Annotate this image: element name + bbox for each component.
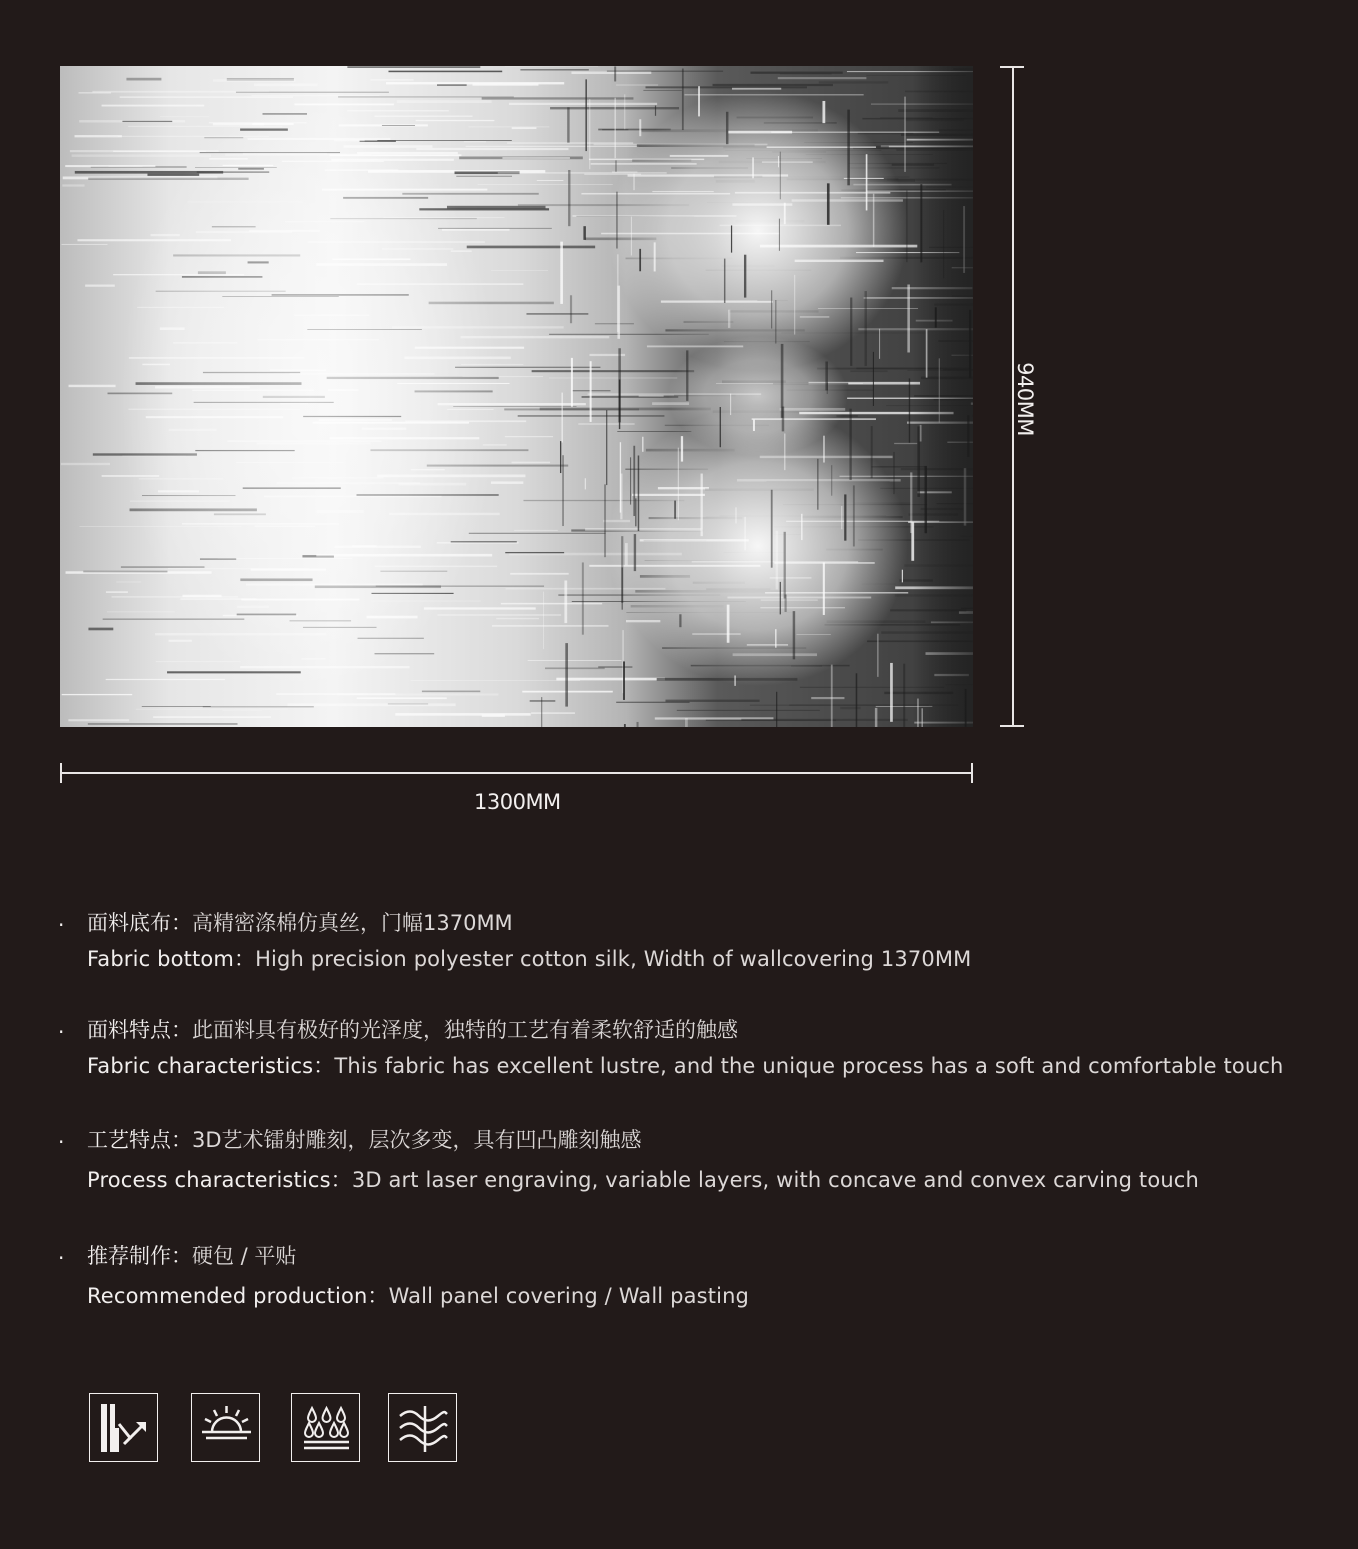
- pattern-streak: [643, 90, 681, 91]
- pattern-streak: [252, 95, 380, 96]
- pattern-vertical-stroke: [731, 225, 732, 252]
- pattern-streak: [478, 184, 613, 185]
- pattern-vertical-stroke: [633, 446, 635, 516]
- pattern-vertical-stroke: [625, 543, 628, 565]
- pattern-vertical-stroke: [776, 692, 777, 727]
- pattern-streak: [512, 462, 550, 464]
- pattern-streak: [61, 244, 107, 245]
- pattern-streak: [713, 84, 833, 86]
- spec-en-value: High precision polyester cotton silk, Width of wallcovering 1370MM: [255, 947, 972, 971]
- pattern-vertical-stroke: [907, 285, 910, 353]
- pattern-vertical-stroke: [642, 437, 643, 452]
- pattern-vertical-stroke: [686, 350, 688, 401]
- pattern-vertical-stroke: [635, 498, 636, 526]
- pattern-vertical-stroke: [568, 170, 570, 226]
- pattern-vertical-stroke: [873, 352, 874, 406]
- pattern-streak: [850, 370, 887, 372]
- pattern-vertical-stroke: [619, 380, 620, 430]
- pattern-vertical-stroke: [728, 310, 730, 328]
- pattern-streak: [153, 716, 271, 718]
- pattern-streak: [665, 700, 759, 702]
- bullet-dot: ·: [58, 1246, 65, 1270]
- spec-en-line: [87, 1278, 1348, 1314]
- pattern-streak: [492, 625, 609, 627]
- pattern-streak: [61, 463, 110, 465]
- pattern-vertical-stroke: [817, 459, 819, 510]
- pattern-vertical-stroke: [590, 361, 592, 422]
- pattern-streak: [88, 723, 238, 725]
- pattern-vertical-stroke: [564, 580, 567, 623]
- pattern-vertical-stroke: [784, 594, 786, 612]
- pattern-vertical-stroke: [793, 611, 795, 659]
- pattern-streak: [549, 378, 677, 379]
- pattern-streak: [416, 120, 495, 121]
- pattern-vertical-stroke: [638, 456, 640, 531]
- pattern-streak: [595, 323, 634, 324]
- spec-cn-value: 此面料具有极好的光泽度，独特的工艺有着柔软舒适的触感: [192, 1018, 738, 1042]
- pattern-vertical-stroke: [744, 255, 746, 298]
- pattern-streak: [288, 703, 456, 706]
- pattern-vertical-stroke: [775, 300, 776, 343]
- pattern-vertical-stroke: [604, 484, 606, 557]
- pattern-vertical-stroke: [822, 101, 825, 123]
- pattern-streak: [122, 121, 172, 122]
- spec-en-label: Process characteristics：: [87, 1168, 352, 1192]
- pattern-vertical-stroke: [570, 295, 572, 323]
- breathable-icon: [388, 1393, 457, 1462]
- pattern-vertical-stroke: [624, 724, 626, 727]
- pattern-vertical-stroke: [780, 152, 781, 200]
- pattern-streak: [512, 127, 537, 129]
- pattern-streak: [102, 105, 205, 107]
- pattern-vertical-stroke: [890, 663, 893, 722]
- pattern-streak: [514, 530, 558, 531]
- pattern-vertical-stroke: [655, 106, 656, 116]
- pattern-streak: [395, 713, 530, 716]
- pattern-vertical-stroke: [701, 474, 703, 537]
- pattern-vertical-stroke: [910, 472, 912, 533]
- pattern-streak: [126, 78, 161, 81]
- height-dimension-tick-bottom: [1000, 725, 1024, 727]
- pattern-streak: [464, 141, 486, 142]
- spec-cn-label: 推荐制作：: [87, 1244, 192, 1268]
- pattern-streak: [422, 691, 480, 693]
- pattern-vertical-stroke: [637, 722, 639, 727]
- pattern-vertical-stroke: [720, 407, 721, 447]
- pattern-vertical-stroke: [801, 514, 803, 540]
- pattern-vertical-stroke: [853, 485, 855, 546]
- pattern-streak: [468, 126, 549, 127]
- width-dimension-line: [60, 772, 973, 774]
- pattern-streak: [236, 92, 389, 93]
- pattern-streak: [778, 77, 867, 79]
- pattern-streak: [496, 618, 539, 619]
- pattern-vertical-stroke: [753, 419, 755, 431]
- pattern-vertical-stroke: [871, 426, 873, 478]
- pattern-vertical-stroke: [784, 434, 786, 471]
- spec-cn-line: [87, 905, 1348, 941]
- pattern-vertical-stroke: [567, 107, 569, 142]
- pattern-vertical-stroke: [585, 478, 586, 489]
- pattern-vertical-stroke: [831, 465, 832, 496]
- pattern-vertical-stroke: [841, 506, 842, 529]
- height-dimension-tick-top: [1000, 66, 1024, 68]
- pattern-streak: [203, 706, 314, 707]
- pattern-vertical-stroke: [634, 534, 636, 571]
- pattern-streak: [75, 135, 122, 137]
- pattern-vertical-stroke: [620, 474, 622, 520]
- pattern-vertical-stroke: [727, 605, 730, 643]
- pattern-vertical-stroke: [623, 661, 625, 700]
- width-dimension-label: 1300MM: [474, 790, 561, 814]
- pattern-streak: [437, 84, 467, 85]
- pattern-streak: [62, 694, 133, 695]
- pattern-streak: [501, 603, 602, 605]
- pattern-streak: [510, 573, 569, 575]
- pattern-vertical-stroke: [565, 643, 568, 706]
- pattern-vertical-stroke: [784, 203, 786, 225]
- width-dimension-tick-right: [971, 763, 973, 783]
- spec-en-line: [87, 1162, 1348, 1198]
- pattern-streak: [69, 385, 116, 387]
- pattern-streak: [120, 96, 293, 98]
- pattern-vertical-stroke: [879, 329, 880, 359]
- pattern-vertical-stroke: [674, 501, 675, 519]
- pattern-vertical-stroke: [827, 183, 830, 224]
- pattern-streak: [706, 720, 836, 721]
- spec-en-value: 3D art laser engraving, variable layers, with concave and convex carving touch: [351, 1168, 1199, 1192]
- pattern-vertical-stroke: [844, 494, 846, 540]
- pattern-vertical-stroke: [906, 191, 908, 263]
- bullet-dot: ·: [58, 1130, 65, 1154]
- pattern-vertical-stroke: [630, 457, 631, 504]
- pattern-vertical-stroke: [873, 194, 875, 247]
- pattern-streak: [388, 704, 428, 705]
- pattern-streak: [582, 396, 679, 398]
- pattern-streak: [616, 84, 658, 85]
- pattern-vertical-stroke: [894, 452, 895, 494]
- spec-en-line: [87, 941, 1348, 977]
- water-resistant-icon: [291, 1393, 360, 1462]
- pattern-streak: [222, 710, 262, 711]
- fabric-pattern-svg: [60, 66, 973, 727]
- spec-en-label: Fabric bottom：: [87, 947, 256, 971]
- pattern-streak: [530, 700, 556, 701]
- fabric-pattern-image: [60, 66, 973, 727]
- pattern-vertical-stroke: [823, 563, 825, 615]
- pattern-streak: [520, 69, 588, 70]
- pattern-streak: [556, 678, 665, 681]
- pattern-streak: [85, 285, 115, 287]
- pattern-vertical-stroke: [850, 298, 852, 366]
- pattern-streak: [732, 88, 781, 90]
- pattern-streak: [388, 71, 502, 73]
- pattern-vertical-stroke: [734, 675, 735, 685]
- pattern-streak: [456, 176, 512, 177]
- pattern-vertical-stroke: [782, 407, 785, 432]
- sunlight-icon: [191, 1393, 260, 1462]
- spec-cn-label: 面料底布：: [87, 911, 192, 935]
- pattern-streak: [531, 712, 575, 713]
- spec-cn-value: 3D艺术镭射雕刻，层次多变，具有凹凸雕刻触感: [192, 1128, 642, 1152]
- spec-list: [58, 905, 1348, 1314]
- width-dimension-tick-left: [60, 763, 62, 783]
- pattern-vertical-stroke: [682, 69, 684, 131]
- pattern-vertical-stroke: [823, 436, 824, 463]
- spec-item-fabric-characteristics: [58, 1012, 1348, 1084]
- pattern-streak: [347, 66, 480, 67]
- pattern-streak: [416, 148, 568, 150]
- pattern-vertical-stroke: [794, 275, 795, 335]
- spec-en-line: [87, 1048, 1348, 1084]
- pattern-streak: [840, 707, 860, 709]
- pattern-vertical-stroke: [622, 567, 623, 609]
- pattern-vertical-stroke: [865, 291, 867, 366]
- wall-panel-icon: [89, 1393, 158, 1462]
- pattern-vertical-stroke: [582, 562, 584, 634]
- pattern-vertical-stroke: [903, 664, 905, 727]
- pattern-streak: [357, 697, 447, 699]
- pattern-streak: [370, 79, 413, 81]
- pattern-streak: [160, 116, 209, 117]
- pattern-streak: [72, 154, 211, 157]
- pattern-vertical-stroke: [589, 99, 590, 169]
- pattern-vertical-stroke: [849, 409, 851, 480]
- pattern-vertical-stroke: [847, 110, 850, 186]
- pattern-streak: [505, 552, 564, 553]
- spec-en-value: This fabric has excellent lustre, and the unique process has a soft and comfortable touch: [334, 1054, 1284, 1078]
- pattern-streak: [526, 313, 588, 314]
- pattern-vertical-stroke: [909, 378, 910, 442]
- pattern-streak: [142, 706, 211, 707]
- pattern-streak: [411, 680, 580, 681]
- pattern-vertical-stroke: [616, 192, 618, 249]
- pattern-vertical-stroke: [752, 157, 753, 178]
- spec-cn-line: [87, 1012, 1348, 1048]
- pattern-streak: [169, 640, 192, 642]
- pattern-vertical-stroke: [583, 226, 585, 240]
- pattern-vertical-stroke: [681, 436, 683, 461]
- spec-en-value: Wall panel covering / Wall pasting: [388, 1284, 750, 1308]
- pattern-streak: [545, 667, 605, 669]
- pattern-streak: [62, 184, 84, 186]
- pattern-streak: [467, 246, 595, 249]
- spec-cn-label: 工艺特点：: [87, 1128, 192, 1152]
- pattern-streak: [677, 710, 820, 711]
- pattern-streak: [491, 270, 548, 271]
- pattern-vertical-stroke: [563, 455, 564, 526]
- pattern-vertical-stroke: [784, 532, 786, 599]
- spec-item-recommended-production: [58, 1238, 1348, 1314]
- pattern-streak: [107, 611, 175, 612]
- pattern-vertical-stroke: [631, 217, 632, 256]
- pattern-vertical-stroke: [543, 592, 544, 649]
- pattern-vertical-stroke: [902, 570, 903, 583]
- pattern-vertical-stroke: [571, 358, 573, 407]
- pattern-streak: [528, 660, 622, 661]
- pattern-streak: [532, 370, 695, 372]
- pattern-vertical-stroke: [639, 119, 641, 136]
- pattern-vertical-stroke: [679, 614, 681, 627]
- bullet-dot: ·: [58, 1020, 65, 1044]
- pattern-streak: [482, 97, 634, 99]
- pattern-vertical-stroke: [562, 393, 563, 443]
- pattern-streak: [502, 157, 570, 159]
- spec-cn-value: 高精密涤棉仿真丝，门幅1370MM: [192, 911, 513, 935]
- pattern-vertical-stroke: [606, 410, 607, 485]
- spec-cn-line: [87, 1122, 1348, 1158]
- pattern-vertical-stroke: [735, 507, 737, 523]
- pattern-vertical-stroke: [778, 156, 779, 167]
- pattern-vertical-stroke: [776, 531, 778, 590]
- pattern-streak: [505, 436, 553, 437]
- pattern-streak: [447, 206, 546, 209]
- pattern-streak: [750, 72, 842, 74]
- pattern-vertical-stroke: [541, 697, 542, 727]
- spec-en-label: Recommended production：: [87, 1284, 389, 1308]
- pattern-vertical-stroke: [745, 517, 746, 550]
- pattern-streak: [437, 614, 561, 616]
- pattern-streak: [466, 146, 639, 147]
- pattern-vertical-stroke: [560, 441, 561, 473]
- pattern-streak: [646, 86, 807, 88]
- pattern-streak: [108, 166, 142, 167]
- pattern-vertical-stroke: [724, 259, 725, 303]
- pattern-vertical-stroke: [678, 448, 679, 521]
- pattern-streak: [88, 628, 113, 631]
- spec-item-process-characteristics: [58, 1122, 1348, 1198]
- pattern-streak: [639, 396, 664, 397]
- pattern-streak: [505, 66, 598, 67]
- spec-cn-label: 面料特点：: [87, 1018, 192, 1042]
- pattern-vertical-stroke: [775, 629, 776, 648]
- pattern-streak: [819, 81, 888, 83]
- pattern-streak: [261, 726, 346, 727]
- pattern-streak: [116, 581, 141, 582]
- pattern-streak: [68, 719, 129, 721]
- pattern-streak: [482, 715, 505, 717]
- pattern-vertical-stroke: [617, 286, 620, 339]
- pattern-vertical-stroke: [698, 86, 700, 116]
- pattern-vertical-stroke: [771, 490, 773, 568]
- pattern-vertical-stroke: [614, 66, 616, 81]
- pattern-streak: [469, 533, 606, 534]
- pattern-vertical-stroke: [856, 673, 858, 727]
- pattern-vertical-stroke: [730, 394, 731, 415]
- pattern-streak: [397, 100, 492, 103]
- pattern-vertical-stroke: [585, 79, 586, 151]
- pattern-vertical-stroke: [780, 582, 781, 614]
- pattern-vertical-stroke: [877, 634, 879, 677]
- pattern-streak: [472, 83, 538, 85]
- pattern-vertical-stroke: [866, 154, 868, 210]
- pattern-streak: [375, 116, 473, 117]
- pattern-streak: [79, 92, 111, 94]
- pattern-vertical-stroke: [825, 362, 828, 391]
- pattern-streak: [338, 96, 514, 97]
- pattern-vertical-stroke: [624, 94, 625, 129]
- pattern-streak: [136, 709, 288, 710]
- pattern-streak: [509, 103, 657, 105]
- pattern-vertical-stroke: [779, 219, 780, 251]
- pattern-streak: [106, 591, 128, 593]
- pattern-vertical-stroke: [905, 97, 906, 172]
- pattern-streak: [113, 151, 206, 152]
- spec-cn-line: [87, 1238, 1348, 1274]
- pattern-vertical-stroke: [634, 174, 635, 190]
- bullet-dot: ·: [58, 913, 65, 937]
- pattern-streak: [598, 666, 632, 668]
- pattern-streak: [254, 83, 318, 86]
- pattern-vertical-stroke: [639, 249, 641, 271]
- pattern-vertical-stroke: [685, 718, 688, 727]
- pattern-streak: [213, 79, 296, 82]
- pattern-vertical-stroke: [726, 112, 728, 144]
- pattern-vertical-stroke: [875, 708, 877, 727]
- pattern-streak: [571, 71, 651, 74]
- spec-en-label: Fabric characteristics：: [87, 1054, 335, 1078]
- pattern-vertical-stroke: [771, 290, 772, 328]
- pattern-vertical-stroke: [616, 160, 617, 171]
- pattern-streak: [106, 679, 225, 680]
- pattern-vertical-stroke: [560, 242, 563, 304]
- pattern-vertical-stroke: [831, 665, 833, 727]
- height-dimension-label: 940MM: [1012, 362, 1037, 436]
- pattern-vertical-stroke: [615, 98, 616, 159]
- pattern-streak: [780, 74, 832, 75]
- pattern-vertical-stroke: [654, 242, 656, 271]
- pattern-streak: [811, 697, 844, 699]
- spec-cn-value: 硬包 / 平贴: [192, 1244, 297, 1268]
- pattern-streak: [537, 180, 564, 181]
- pattern-streak: [491, 481, 523, 484]
- spec-item-fabric-bottom: [58, 905, 1348, 977]
